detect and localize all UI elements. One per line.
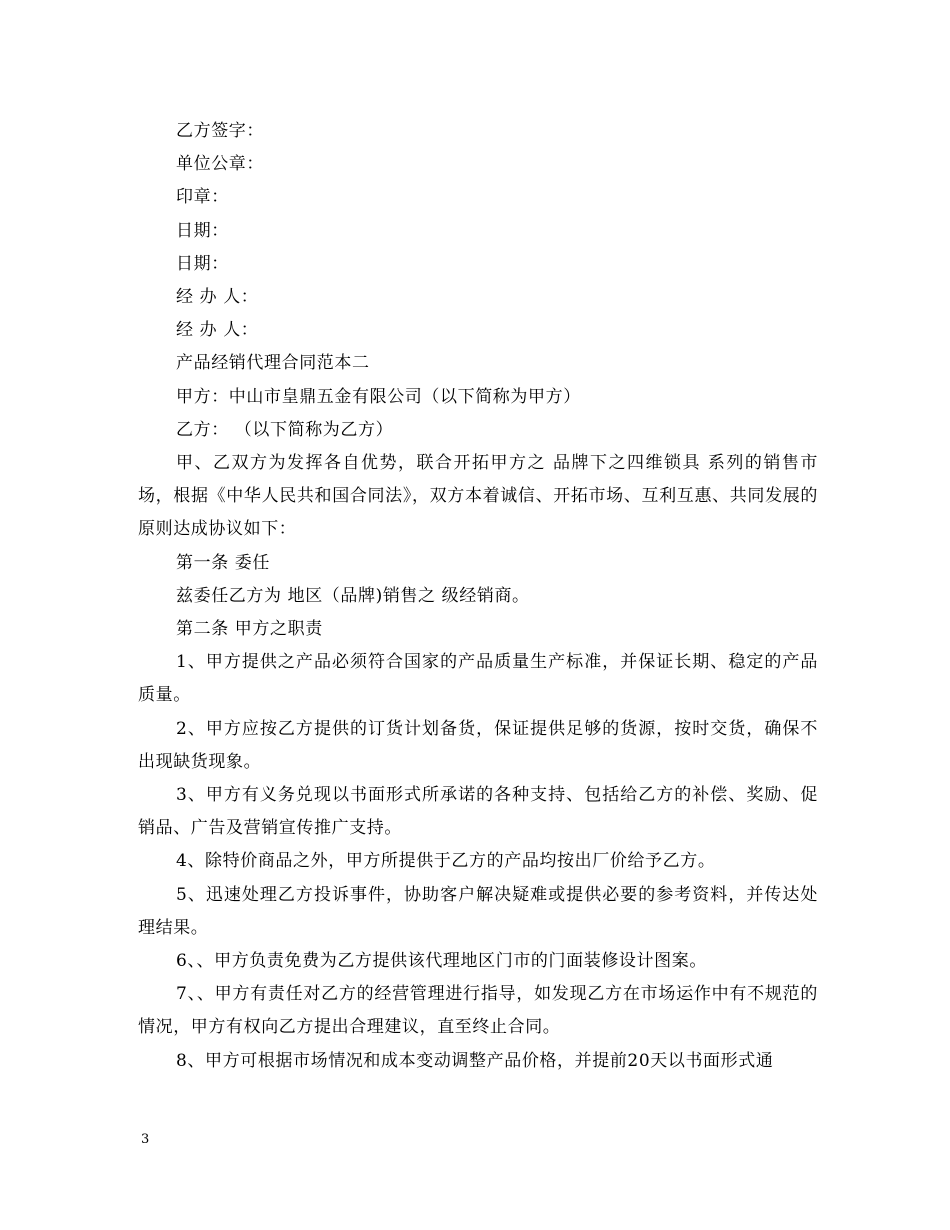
clause-2: 2、甲方应按乙方提供的订货计划备货，保证提供足够的货源，按时交货，确保不出现缺货现象。: [138, 718, 818, 772]
date-line-1: 日期：: [176, 220, 229, 241]
preamble-paragraph: 甲、乙双方为发挥各自优势，联合开拓甲方之 品牌下之四维锁具 系列的销售市场，根据《中华人民共和国合同法》，双方本着诚信、开拓市场、互利互惠、共同发展的原则达成协议如下：: [138, 453, 818, 540]
clause-8: 8、甲方可根据市场情况和成本变动调整产品价格，并提前20天以书面形式通: [176, 1050, 774, 1071]
clause-1: 1、甲方提供之产品必须符合国家的产品质量生产标准，并保证长期、稳定的产品质量。: [138, 652, 818, 706]
clause-4: 4、除特价商品之外，甲方所提供于乙方的产品均按出厂价给予乙方。: [176, 851, 716, 872]
seal-line: 印章：: [176, 187, 229, 208]
party-b-signature-line: 乙方签字：: [176, 121, 264, 141]
company-seal-line: 单位公章：: [176, 154, 264, 175]
clause-7: 7、、甲方有责任对乙方的经营管理进行指导，如发现乙方在市场运作中有不规范的情况，甲方有权向乙方提出合理建议，直至终止合同。: [138, 984, 818, 1038]
party-a-line: 甲方：中山市皇鼎五金有限公司（以下简称为甲方）: [176, 386, 581, 407]
page-number: 3: [141, 1132, 150, 1147]
contract-title: 产品经销代理合同范本二: [176, 353, 370, 374]
clause-6: 6、、甲方负责免费为乙方提供该代理地区门市的门面装修设计图案。: [176, 951, 707, 972]
clause-3: 3、甲方有义务兑现以书面形式所承诺的各种支持、包括给乙方的补偿、奖励、促销品、广告及营销宣传推广支持。: [138, 785, 818, 839]
article-1-text: 兹委任乙方为 地区（品牌)销售之 级经销商。: [176, 585, 530, 606]
handler-line-1: 经 办 人：: [176, 287, 259, 308]
article-1-heading: 第一条 委任: [176, 552, 271, 573]
clause-5: 5、迅速处理乙方投诉事件，协助客户解决疑难或提供必要的参考资料，并传达处理结果。: [138, 884, 818, 938]
article-2-heading: 第二条 甲方之职责: [176, 619, 323, 640]
handler-line-2: 经 办 人：: [176, 320, 259, 341]
date-line-2: 日期：: [176, 253, 229, 274]
party-b-line: 乙方： （以下简称为乙方）: [176, 419, 394, 440]
document-body: [138, 115, 818, 1078]
